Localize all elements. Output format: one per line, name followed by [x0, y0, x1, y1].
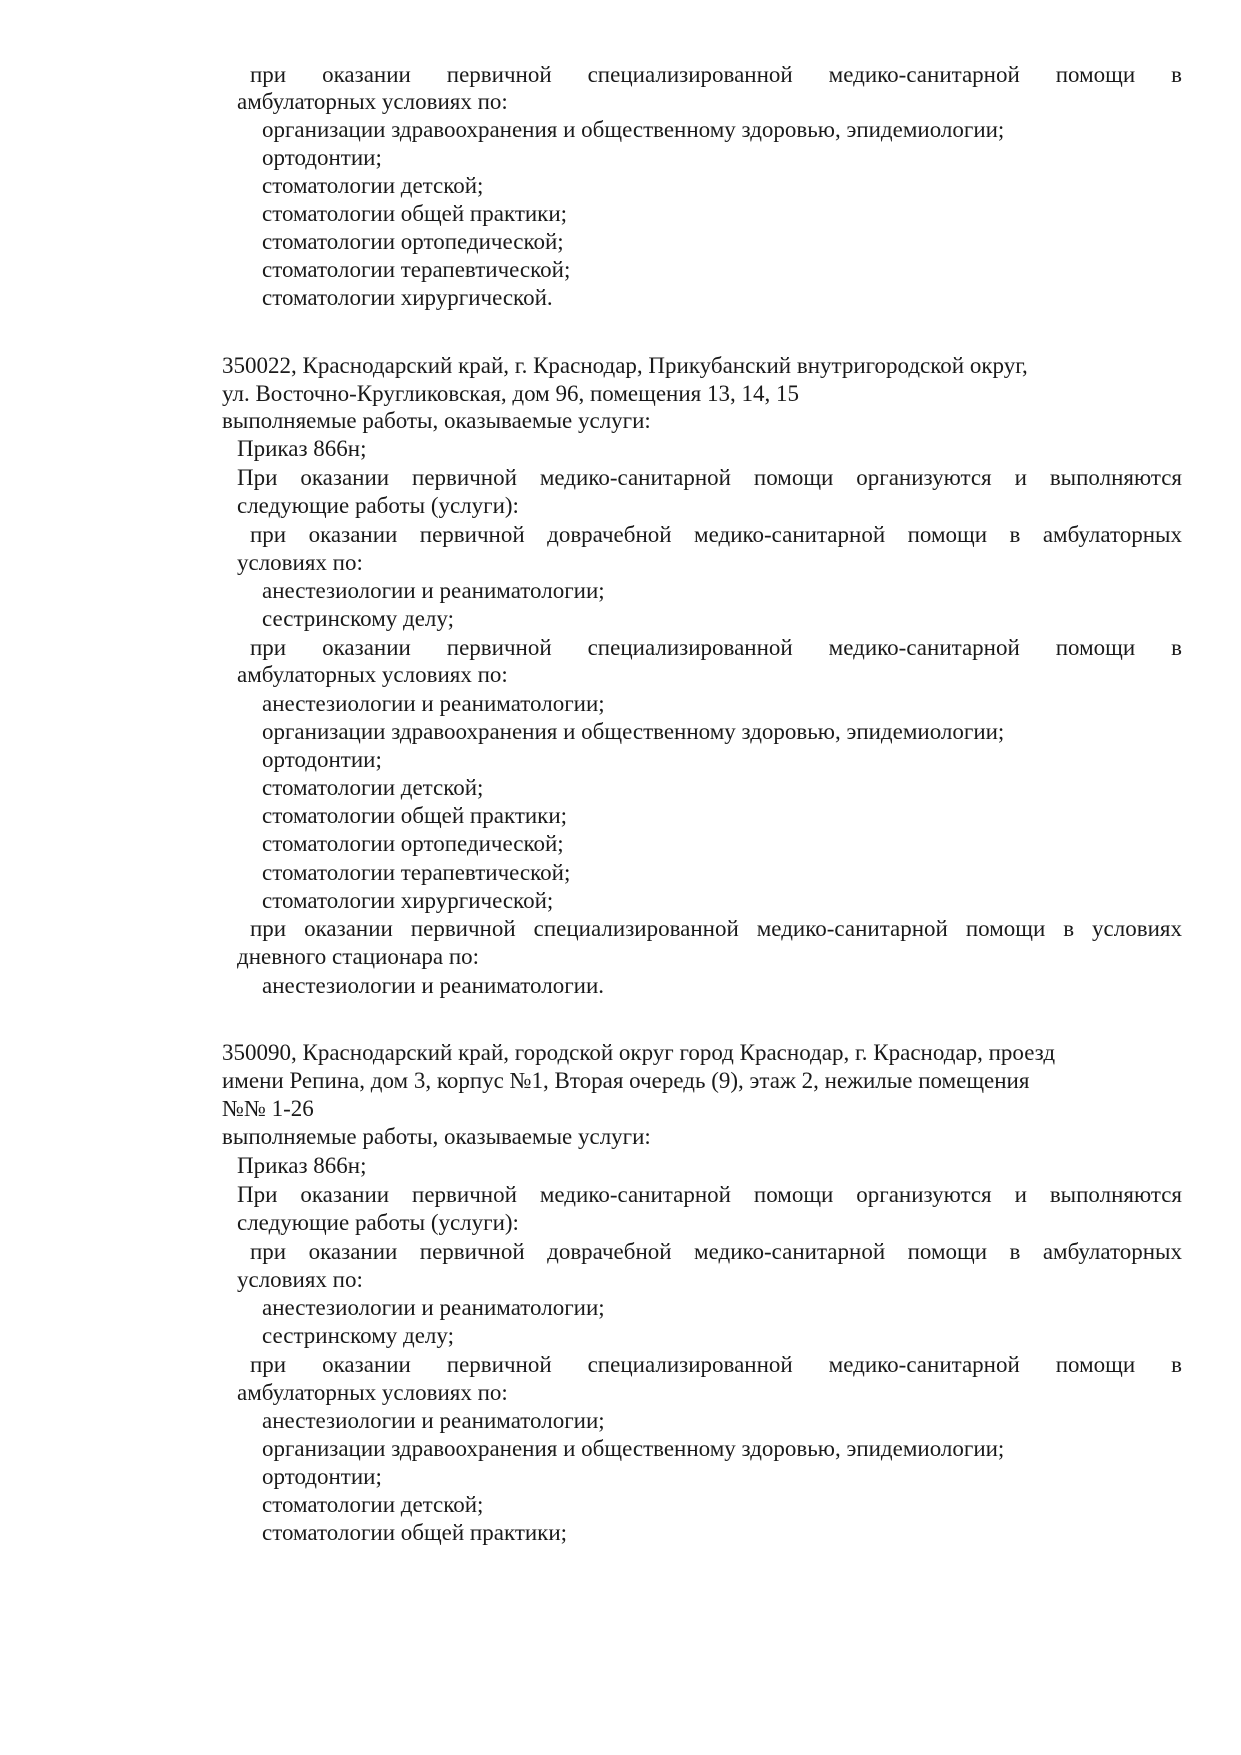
address1-spec-line-1: при оказании первичной специализированной медико-санитарной помощи в	[250, 635, 1182, 660]
address1-spec-item: ортодонтии;	[262, 747, 382, 772]
address2-order: Приказ 866н;	[237, 1153, 367, 1178]
address2-line-3: №№ 1-26	[222, 1096, 314, 1121]
intro-item: стоматологии общей практики;	[262, 201, 568, 226]
address2-line-1: 350090, Краснодарский край, городской округ город Краснодар, г. Краснодар, проезд	[222, 1040, 1056, 1065]
address1-predoc-line-2: условиях по:	[237, 550, 363, 575]
intro-item: стоматологии терапевтической;	[262, 257, 571, 282]
address1-spec-item: стоматологии терапевтической;	[262, 860, 571, 885]
address2-spec-item: стоматологии детской;	[262, 1492, 484, 1517]
address2-works-label: выполняемые работы, оказываемые услуги:	[222, 1124, 651, 1149]
address1-spec-line-2: амбулаторных условиях по:	[237, 662, 508, 687]
intro-item: ортодонтии;	[262, 145, 382, 170]
address1-day-line-1: при оказании первичной специализированной медико-санитарной помощи в условиях	[250, 916, 1182, 941]
address1-spec-item: организации здравоохранения и общественному здоровью, эпидемиологии;	[262, 719, 1005, 744]
address1-works-label: выполняемые работы, оказываемые услуги:	[222, 408, 651, 433]
intro-spec-line-2: амбулаторных условиях по:	[237, 89, 508, 114]
address2-line-2: имени Репина, дом 3, корпус №1, Вторая очередь (9), этаж 2, нежилые помещения	[222, 1068, 1030, 1093]
address1-spec-item: стоматологии хирургической;	[262, 888, 554, 913]
address2-spec-item: стоматологии общей практики;	[262, 1520, 568, 1545]
address2-predoc-item: анестезиологии и реаниматологии;	[262, 1295, 605, 1320]
address1-spec-item: стоматологии ортопедической;	[262, 831, 564, 856]
address1-predoc-item: сестринскому делу;	[262, 606, 454, 631]
intro-item: организации здравоохранения и общественному здоровью, эпидемиологии;	[262, 117, 1005, 142]
address1-predoc-item: анестезиологии и реаниматологии;	[262, 578, 605, 603]
address1-spec-item: стоматологии детской;	[262, 775, 484, 800]
address2-pmsp-line-2: следующие работы (услуги):	[237, 1210, 519, 1235]
address1-spec-item: стоматологии общей практики;	[262, 803, 568, 828]
address1-line-2: ул. Восточно-Кругликовская, дом 96, помещения 13, 14, 15	[222, 381, 799, 406]
intro-spec-line-1: при оказании первичной специализированной медико-санитарной помощи в	[250, 62, 1182, 87]
address2-predoc-line-1: при оказании первичной доврачебной медико-санитарной помощи в амбулаторных	[250, 1239, 1182, 1264]
address2-spec-line-1: при оказании первичной специализированной медико-санитарной помощи в	[250, 1352, 1182, 1377]
address1-pmsp-line-2: следующие работы (услуги):	[237, 493, 519, 518]
address1-predoc-line-1: при оказании первичной доврачебной медико-санитарной помощи в амбулаторных	[250, 522, 1182, 547]
address2-spec-item: организации здравоохранения и общественному здоровью, эпидемиологии;	[262, 1436, 1005, 1461]
address2-predoc-line-2: условиях по:	[237, 1267, 363, 1292]
address1-day-line-2: дневного стационара по:	[237, 944, 480, 969]
address2-spec-item: ортодонтии;	[262, 1464, 382, 1489]
address1-spec-item: анестезиологии и реаниматологии;	[262, 691, 605, 716]
address2-spec-item: анестезиологии и реаниматологии;	[262, 1408, 605, 1433]
intro-item: стоматологии детской;	[262, 173, 484, 198]
intro-item: стоматологии хирургической.	[262, 285, 553, 310]
address1-line-1: 350022, Краснодарский край, г. Краснодар, Прикубанский внутригородской округ,	[222, 353, 1028, 378]
intro-item: стоматологии ортопедической;	[262, 229, 564, 254]
address1-pmsp-line-1: При оказании первичной медико-санитарной помощи организуются и выполняются	[237, 465, 1182, 490]
address1-day-item: анестезиологии и реаниматологии.	[262, 973, 605, 998]
address2-pmsp-line-1: При оказании первичной медико-санитарной помощи организуются и выполняются	[237, 1182, 1182, 1207]
address2-predoc-item: сестринскому делу;	[262, 1323, 454, 1348]
address1-order: Приказ 866н;	[237, 436, 367, 461]
address2-spec-line-2: амбулаторных условиях по:	[237, 1380, 508, 1405]
